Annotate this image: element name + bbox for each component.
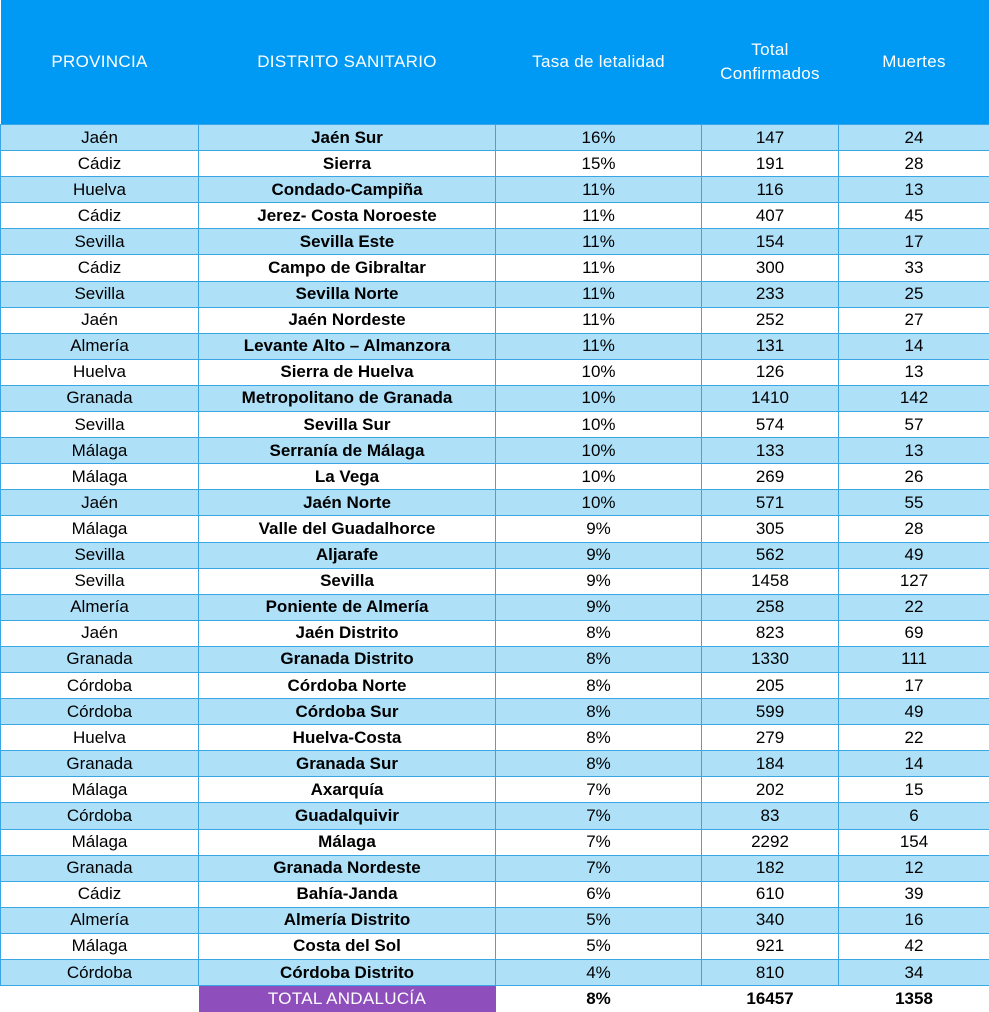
cell-muertes: 111 [839,646,989,672]
table-row [1,620,989,646]
cell-muertes: 127 [839,568,989,594]
cell-tasa: 5% [496,907,702,933]
table-row [1,646,989,672]
cell-distrito: Axarquía [199,777,496,803]
cell-provincia: Cádiz [1,151,199,177]
cell-distrito: Jerez- Costa Noroeste [199,203,496,229]
cell-tasa: 7% [496,855,702,881]
cell-distrito: Sevilla [199,568,496,594]
table-row [1,568,989,594]
cell-distrito: Sevilla Norte [199,281,496,307]
cell-confirmados: 1458 [702,568,839,594]
table-row [1,803,989,829]
table-row [1,855,989,881]
cell-confirmados: 562 [702,542,839,568]
cell-muertes: 142 [839,385,989,411]
cell-tasa: 7% [496,777,702,803]
cell-confirmados: 2292 [702,829,839,855]
cell-distrito: Granada Sur [199,751,496,777]
cell-muertes: 49 [839,699,989,725]
cell-confirmados: 1330 [702,646,839,672]
table-row [1,151,989,177]
cell-tasa: 10% [496,490,702,516]
cell-confirmados: 205 [702,672,839,698]
table-footer [1,986,989,1012]
cell-provincia: Granada [1,751,199,777]
table-row [1,438,989,464]
cell-provincia: Córdoba [1,672,199,698]
table-row [1,594,989,620]
cell-distrito: Guadalquivir [199,803,496,829]
cell-muertes: 24 [839,125,989,151]
cell-tasa: 11% [496,281,702,307]
cell-tasa: 10% [496,412,702,438]
cell-tasa: 11% [496,333,702,359]
cell-muertes: 34 [839,960,989,986]
table-row [1,542,989,568]
cell-provincia: Almería [1,907,199,933]
cell-tasa: 4% [496,960,702,986]
cell-tasa: 7% [496,829,702,855]
table-row [1,229,989,255]
cell-distrito: Granada Distrito [199,646,496,672]
cell-confirmados: 610 [702,881,839,907]
cell-provincia: Sevilla [1,412,199,438]
cell-distrito: Condado-Campiña [199,177,496,203]
cell-muertes: 154 [839,829,989,855]
cell-confirmados: 126 [702,359,839,385]
table-body [1,125,989,986]
cell-confirmados: 182 [702,855,839,881]
table-header [1,0,989,125]
cell-muertes: 14 [839,751,989,777]
total-row [1,986,989,1012]
cell-provincia: Granada [1,855,199,881]
total-confirmados: 16457 [702,986,839,1012]
cell-muertes: 22 [839,725,989,751]
cell-provincia: Huelva [1,359,199,385]
cell-confirmados: 147 [702,125,839,151]
table-row [1,412,989,438]
table-row [1,464,989,490]
cell-muertes: 45 [839,203,989,229]
cell-tasa: 5% [496,933,702,959]
cell-provincia: Málaga [1,829,199,855]
cell-confirmados: 191 [702,151,839,177]
cell-muertes: 12 [839,855,989,881]
cell-muertes: 17 [839,229,989,255]
header-tasa: Tasa de letalidad [496,0,702,125]
cell-confirmados: 131 [702,333,839,359]
cell-distrito: Aljarafe [199,542,496,568]
cell-provincia: Córdoba [1,803,199,829]
cell-confirmados: 921 [702,933,839,959]
cell-distrito: Jaén Norte [199,490,496,516]
total-muertes: 1358 [839,986,989,1012]
cell-confirmados: 340 [702,907,839,933]
cell-provincia: Almería [1,333,199,359]
table-row [1,359,989,385]
cell-muertes: 6 [839,803,989,829]
cell-distrito: Levante Alto – Almanzora [199,333,496,359]
cell-muertes: 28 [839,151,989,177]
cell-tasa: 8% [496,672,702,698]
cell-confirmados: 133 [702,438,839,464]
cell-muertes: 13 [839,177,989,203]
cell-tasa: 8% [496,751,702,777]
cell-tasa: 9% [496,516,702,542]
cell-confirmados: 571 [702,490,839,516]
cell-distrito: Sevilla Sur [199,412,496,438]
cell-muertes: 27 [839,307,989,333]
cell-distrito: Campo de Gibraltar [199,255,496,281]
cell-muertes: 22 [839,594,989,620]
cell-distrito: Huelva-Costa [199,725,496,751]
cell-provincia: Málaga [1,464,199,490]
cell-provincia: Sevilla [1,229,199,255]
cell-distrito: Córdoba Distrito [199,960,496,986]
cell-confirmados: 810 [702,960,839,986]
cell-muertes: 33 [839,255,989,281]
cell-muertes: 42 [839,933,989,959]
header-row [1,0,989,125]
table-row [1,907,989,933]
cell-distrito: La Vega [199,464,496,490]
cell-distrito: Jaén Distrito [199,620,496,646]
header-provincia: PROVINCIA [1,0,199,125]
table-row [1,725,989,751]
cell-muertes: 14 [839,333,989,359]
cell-distrito: Bahía-Janda [199,881,496,907]
cell-distrito: Córdoba Sur [199,699,496,725]
cell-confirmados: 258 [702,594,839,620]
table-row [1,699,989,725]
cell-confirmados: 184 [702,751,839,777]
cell-provincia: Granada [1,385,199,411]
cell-tasa: 10% [496,359,702,385]
cell-provincia: Córdoba [1,960,199,986]
cell-tasa: 9% [496,542,702,568]
cell-provincia: Sevilla [1,281,199,307]
cell-tasa: 11% [496,307,702,333]
cell-provincia: Granada [1,646,199,672]
cell-confirmados: 233 [702,281,839,307]
cell-distrito: Jaén Nordeste [199,307,496,333]
table-row [1,777,989,803]
cell-provincia: Sevilla [1,542,199,568]
cell-distrito: Sierra de Huelva [199,359,496,385]
cell-provincia: Sevilla [1,568,199,594]
cell-tasa: 11% [496,229,702,255]
cell-confirmados: 279 [702,725,839,751]
cell-muertes: 39 [839,881,989,907]
cell-tasa: 6% [496,881,702,907]
cell-confirmados: 823 [702,620,839,646]
cell-distrito: Costa del Sol [199,933,496,959]
cell-distrito: Málaga [199,829,496,855]
table-row [1,881,989,907]
total-tasa: 8% [496,986,702,1012]
cell-confirmados: 599 [702,699,839,725]
table-row [1,490,989,516]
cell-distrito: Sevilla Este [199,229,496,255]
cell-tasa: 8% [496,725,702,751]
cell-tasa: 10% [496,464,702,490]
cell-provincia: Málaga [1,516,199,542]
cell-muertes: 13 [839,359,989,385]
cell-confirmados: 252 [702,307,839,333]
cell-tasa: 8% [496,620,702,646]
cell-tasa: 9% [496,568,702,594]
header-total-confirmados [702,0,839,125]
cell-provincia: Cádiz [1,203,199,229]
table-row [1,333,989,359]
cell-tasa: 10% [496,385,702,411]
cell-muertes: 26 [839,464,989,490]
cell-tasa: 8% [496,646,702,672]
cell-muertes: 13 [839,438,989,464]
cell-provincia: Málaga [1,933,199,959]
cell-confirmados: 574 [702,412,839,438]
table-row [1,307,989,333]
cell-distrito: Córdoba Norte [199,672,496,698]
cell-muertes: 16 [839,907,989,933]
cell-confirmados: 269 [702,464,839,490]
header-total-line2: Confirmados [720,64,820,83]
cell-distrito: Metropolitano de Granada [199,385,496,411]
cell-provincia: Córdoba [1,699,199,725]
cell-tasa: 10% [496,438,702,464]
cell-provincia: Jaén [1,307,199,333]
table-row [1,960,989,986]
cell-provincia: Málaga [1,777,199,803]
table-row [1,255,989,281]
table-row [1,672,989,698]
cell-tasa: 8% [496,699,702,725]
cell-distrito: Poniente de Almería [199,594,496,620]
cell-distrito: Granada Nordeste [199,855,496,881]
table-row [1,281,989,307]
cell-provincia: Jaén [1,490,199,516]
cell-muertes: 17 [839,672,989,698]
cell-muertes: 49 [839,542,989,568]
cell-tasa: 15% [496,151,702,177]
cell-tasa: 11% [496,177,702,203]
cell-distrito: Valle del Guadalhorce [199,516,496,542]
cell-provincia: Málaga [1,438,199,464]
cell-confirmados: 305 [702,516,839,542]
total-label: TOTAL ANDALUCÍA [199,986,496,1012]
cell-confirmados: 300 [702,255,839,281]
table-row [1,385,989,411]
table-row [1,751,989,777]
cell-provincia: Almería [1,594,199,620]
table-row [1,516,989,542]
cell-muertes: 28 [839,516,989,542]
cell-confirmados: 83 [702,803,839,829]
cell-confirmados: 407 [702,203,839,229]
cell-muertes: 55 [839,490,989,516]
table-row [1,933,989,959]
table-row [1,177,989,203]
table-row [1,829,989,855]
cell-distrito: Almería Distrito [199,907,496,933]
cell-tasa: 9% [496,594,702,620]
cell-muertes: 69 [839,620,989,646]
cell-provincia: Cádiz [1,255,199,281]
header-total-line1: Total [751,40,788,59]
cell-confirmados: 202 [702,777,839,803]
total-empty-cell [1,986,199,1012]
cell-confirmados: 1410 [702,385,839,411]
cell-confirmados: 116 [702,177,839,203]
cell-provincia: Huelva [1,177,199,203]
cell-distrito: Jaén Sur [199,125,496,151]
cell-muertes: 15 [839,777,989,803]
cell-tasa: 11% [496,255,702,281]
cell-muertes: 25 [839,281,989,307]
cell-confirmados: 154 [702,229,839,255]
cell-distrito: Serranía de Málaga [199,438,496,464]
table-row [1,125,989,151]
cell-provincia: Jaén [1,125,199,151]
cell-tasa: 7% [496,803,702,829]
header-muertes: Muertes [839,0,989,125]
cell-muertes: 57 [839,412,989,438]
cell-provincia: Cádiz [1,881,199,907]
table-row [1,203,989,229]
cell-tasa: 11% [496,203,702,229]
cell-tasa: 16% [496,125,702,151]
cell-provincia: Jaén [1,620,199,646]
cell-provincia: Huelva [1,725,199,751]
cell-distrito: Sierra [199,151,496,177]
header-distrito: DISTRITO SANITARIO [199,0,496,125]
